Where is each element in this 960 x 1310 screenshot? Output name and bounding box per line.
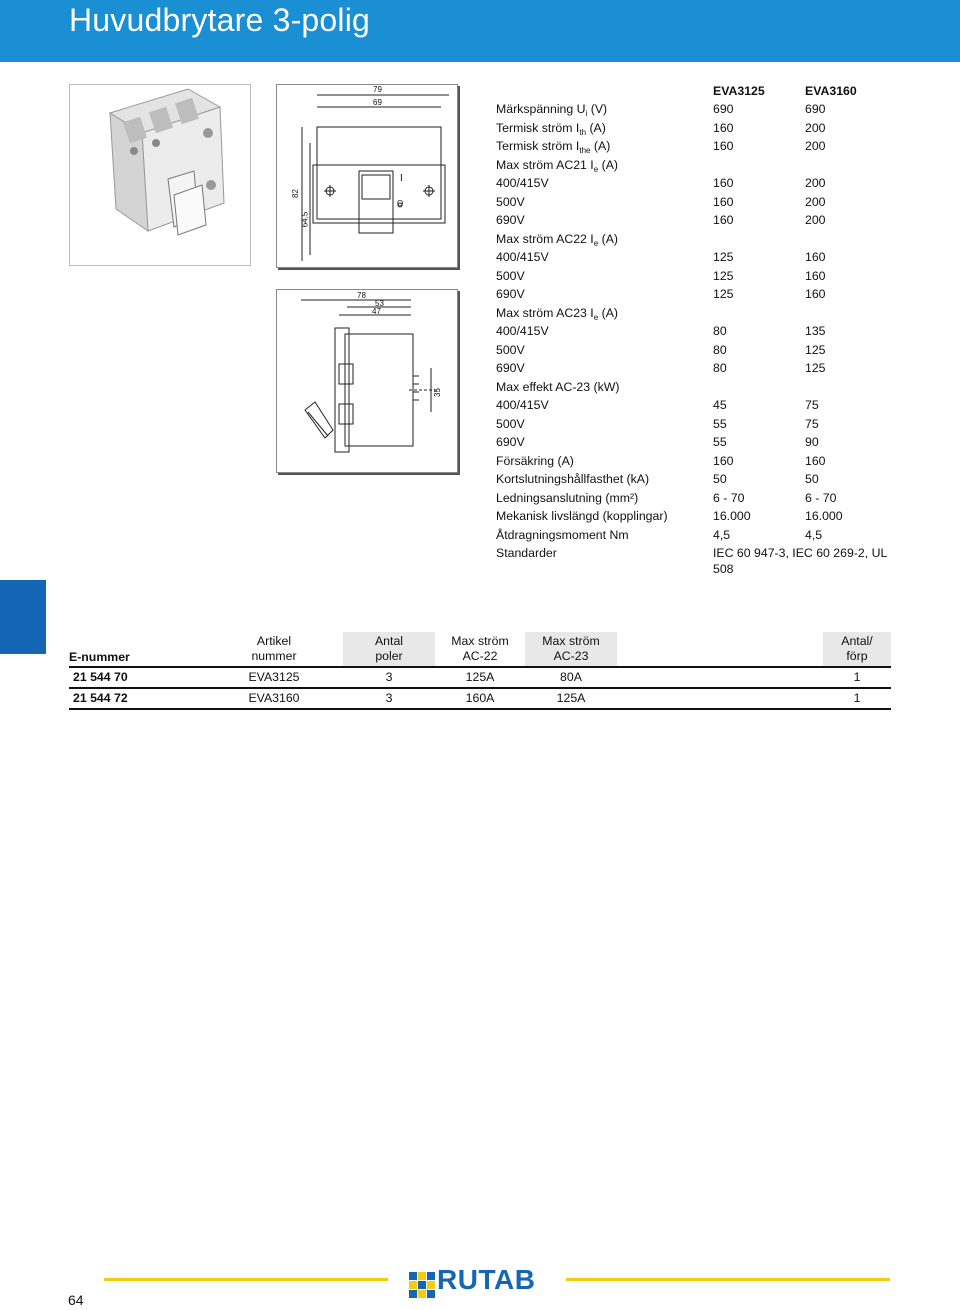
table-cell: 3 <box>385 691 393 705</box>
spec-value: IEC 60 947-3, IEC 60 269-2, UL 508 <box>713 546 887 576</box>
spec-value: 125 <box>713 268 734 283</box>
spec-value: 16.000 <box>805 509 843 523</box>
spec-value: 160 <box>713 120 734 135</box>
section-tab <box>0 580 46 654</box>
mark-off: O <box>397 199 404 208</box>
column-header: Antal poler <box>343 632 435 666</box>
spec-label: Ledningsanslutning (mm²) <box>496 490 639 505</box>
column-header: Max ström AC-23 <box>525 632 617 666</box>
spec-value: 4,5 <box>805 527 823 542</box>
spec-row <box>496 472 916 491</box>
dim-69: 69 <box>373 98 382 107</box>
spec-label: 690V <box>496 435 525 449</box>
table-cell: 1 <box>853 670 861 684</box>
spec-row <box>496 213 916 232</box>
column-header: E-nummer <box>69 650 130 664</box>
spec-label: Termisk ström $I_{the}$ (A) <box>496 139 611 155</box>
spec-row-standards <box>496 546 916 582</box>
spec-label: Max ström AC23 $I_e$ (A) <box>496 305 618 322</box>
spec-row <box>496 102 916 121</box>
spec-label: 690V <box>496 361 525 375</box>
product-photo <box>69 84 251 266</box>
side-dimension-drawing <box>276 289 458 473</box>
spec-value: 200 <box>805 139 826 153</box>
table-row <box>69 668 891 689</box>
spec-row <box>496 454 916 473</box>
spec-label: Max ström AC21 $I_e$ (A) <box>496 157 618 174</box>
spec-row <box>496 139 916 158</box>
table-cell: 21 544 70 <box>73 670 128 684</box>
spec-value: 6 - 70 <box>805 490 837 505</box>
table-cell: 125A <box>465 670 495 684</box>
spec-value: 75 <box>805 398 819 412</box>
spec-value: 200 <box>805 213 826 227</box>
model-2: EVA3160 <box>805 84 857 98</box>
spec-value: 690 <box>805 102 826 116</box>
dim-35: 35 <box>432 388 442 397</box>
order-table <box>69 632 891 710</box>
column-header: Max ström AC-22 <box>451 634 509 663</box>
spec-value: 80 <box>713 342 727 357</box>
spec-row <box>496 417 916 436</box>
table-cell: 125A <box>556 691 586 705</box>
page-title: Huvudbrytare 3-polig <box>69 2 371 38</box>
dim-53: 53 <box>375 299 384 308</box>
spec-value: 200 <box>805 176 826 190</box>
spec-value: 80 <box>713 324 727 338</box>
spec-row <box>496 528 916 547</box>
spec-row <box>496 176 916 195</box>
spec-row <box>496 361 916 380</box>
spec-label: Max effekt AC-23 (kW) <box>496 379 620 394</box>
spec-label: 690V <box>496 287 525 301</box>
spec-row <box>496 398 916 417</box>
spec-table <box>496 84 916 582</box>
spec-value: 135 <box>805 324 826 338</box>
spec-label: Standarder <box>496 546 557 560</box>
page-number: 64 <box>68 1292 84 1308</box>
spec-value: 50 <box>805 472 819 486</box>
dim-79: 79 <box>373 85 382 94</box>
spec-value: 45 <box>713 398 727 412</box>
table-cell: 3 <box>385 670 393 684</box>
spec-value: 160 <box>713 453 734 468</box>
spec-value: 80 <box>713 361 727 375</box>
spec-value: 125 <box>713 287 734 301</box>
spec-value: 200 <box>805 194 826 209</box>
spec-value: 50 <box>713 472 727 486</box>
column-header <box>617 632 823 666</box>
spec-label: Max ström AC22 $I_e$ (A) <box>496 231 618 248</box>
spec-value: 160 <box>805 250 826 264</box>
spec-label: 400/415V <box>496 324 549 338</box>
spec-value: 690 <box>713 102 734 116</box>
spec-label: Kortslutningshållfasthet (kA) <box>496 472 650 486</box>
spec-row <box>496 435 916 454</box>
table-cell: EVA3125 <box>248 670 300 684</box>
spec-header <box>496 84 916 102</box>
spec-value: 4,5 <box>713 527 731 542</box>
spec-value: 160 <box>805 287 826 301</box>
table-cell <box>617 668 823 687</box>
spec-label: Termisk ström $I_{th}$ (A) <box>496 120 606 137</box>
spec-value: 90 <box>805 435 819 449</box>
rutab-logo-mark <box>409 1270 435 1300</box>
footer-line-right <box>566 1278 890 1281</box>
table-cell: 80A <box>560 670 582 684</box>
spec-value: 160 <box>805 453 826 468</box>
mark-on: I <box>400 173 403 184</box>
spec-label: 400/415V <box>496 250 549 264</box>
dim-47: 47 <box>372 307 381 316</box>
spec-label: Försäkring (A) <box>496 453 574 468</box>
table-cell: 21 544 72 <box>73 691 128 705</box>
spec-row <box>496 121 916 140</box>
spec-value: 125 <box>805 361 826 375</box>
spec-row <box>496 491 916 510</box>
table-cell: 1 <box>853 691 861 705</box>
spec-value: 125 <box>713 250 734 264</box>
table-cell: 160A <box>465 691 495 705</box>
spec-value: 160 <box>713 176 734 190</box>
spec-row <box>496 509 916 528</box>
spec-value: 160 <box>713 194 734 209</box>
spec-label: 500V <box>496 416 525 431</box>
spec-label: Åtdragningsmoment Nm <box>496 527 629 542</box>
spec-value: 125 <box>805 342 826 357</box>
column-header: Antal/ förp <box>823 632 891 666</box>
spec-label: 690V <box>496 213 525 227</box>
spec-row <box>496 269 916 288</box>
spec-value: 55 <box>713 435 727 449</box>
spec-label: 400/415V <box>496 176 549 190</box>
spec-label: 500V <box>496 342 525 357</box>
page-header <box>0 0 960 62</box>
footer-line-left <box>104 1278 388 1281</box>
table-cell <box>617 689 823 708</box>
spec-value: 55 <box>713 416 727 431</box>
spec-row <box>496 287 916 306</box>
column-header: Artikel nummer <box>251 634 297 663</box>
spec-label: Mekanisk livslängd (kopplingar) <box>496 509 668 523</box>
spec-rows <box>496 102 916 546</box>
spec-value: 160 <box>713 213 734 227</box>
spec-value: 160 <box>713 139 734 153</box>
table-cell: EVA3160 <box>248 691 300 705</box>
dim-78: 78 <box>357 291 366 300</box>
spec-value: 6 - 70 <box>713 490 745 505</box>
spec-label: 400/415V <box>496 398 549 412</box>
dim-82: 82 <box>290 189 300 198</box>
spec-row <box>496 343 916 362</box>
brand-name: RUTAB <box>437 1264 536 1295</box>
order-table-body <box>69 668 891 710</box>
spec-label: Märkspänning $U_i$ (V) <box>496 102 608 118</box>
spec-row <box>496 306 916 325</box>
spec-label: 500V <box>496 194 525 209</box>
spec-value: 160 <box>805 268 826 283</box>
spec-label: 500V <box>496 268 525 283</box>
model-1: EVA3125 <box>713 84 765 98</box>
spec-value: 75 <box>805 416 819 431</box>
spec-row <box>496 232 916 251</box>
dim-64-5: 64,5 <box>300 211 310 228</box>
spec-row <box>496 195 916 214</box>
order-table-header <box>69 632 891 668</box>
spec-row <box>496 380 916 399</box>
spec-row <box>496 324 916 343</box>
spec-value: 200 <box>805 120 826 135</box>
front-dimension-drawing <box>276 84 458 268</box>
spec-row <box>496 158 916 177</box>
spec-value: 16.000 <box>713 509 751 523</box>
table-row <box>69 689 891 710</box>
spec-row <box>496 250 916 269</box>
